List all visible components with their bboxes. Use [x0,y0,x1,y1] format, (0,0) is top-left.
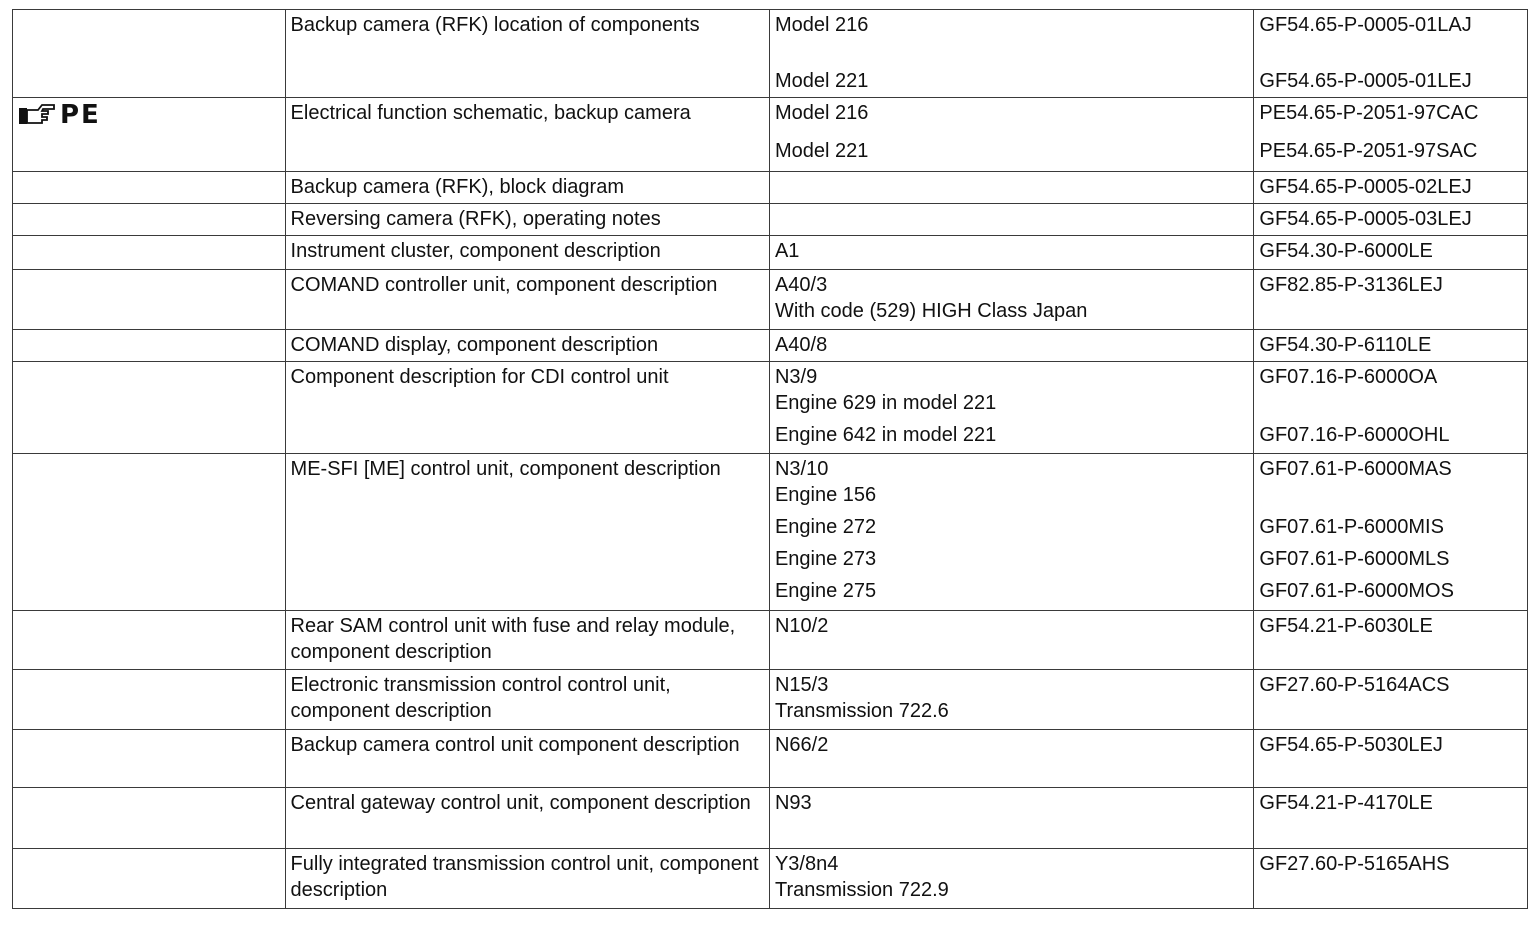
doc-cell [1254,98,1528,172]
model-text: A40/8 [774,334,828,356]
doc-link[interactable]: GF07.61-P-6000MIS [1259,516,1444,538]
table-row [13,788,1528,849]
table-row [13,454,1528,611]
doc-link[interactable]: GF07.16-P-6000OA [1259,366,1438,388]
doc-link[interactable]: GF54.65-P-0005-02LEJ [1259,176,1472,198]
model-text: Engine 275 [774,580,877,602]
marker-cell [13,788,286,849]
doc-cell [1254,330,1528,362]
model-text: N10/2 [774,615,829,637]
title-cell: COMAND display, component description [285,330,769,362]
model-text: Transmission 722.9 [774,879,949,901]
doc-cell [1254,236,1528,270]
doc-cell [1254,204,1528,236]
model-text: Y3/8n4 [774,853,839,875]
model-cell [769,849,1253,909]
title-cell: Backup camera control unit component description [285,730,769,788]
doc-link[interactable]: GF54.30-P-6000LE [1259,240,1433,262]
doc-link[interactable]: PE54.65-P-2051-97SAC [1259,140,1478,162]
title-cell: Instrument cluster, component description [285,236,769,270]
model-text: Engine 273 [774,548,877,570]
model-cell [769,330,1253,362]
doc-link[interactable] [1259,390,1522,416]
title-cell: Electronic transmission control control unit, component description [285,670,769,730]
model-cell [769,454,1253,611]
model-cell [769,362,1253,454]
doc-cell [1254,10,1528,98]
model-text: N93 [774,792,812,814]
model-text: Transmission 722.6 [774,700,949,722]
title-cell: Backup camera (RFK) location of components [285,10,769,98]
doc-cell [1254,670,1528,730]
model-text: N66/2 [774,734,829,756]
title-cell: Rear SAM control unit with fuse and relay module, component description [285,611,769,670]
table-row [13,849,1528,909]
title-cell: Central gateway control unit, component description [285,788,769,849]
doc-link[interactable]: GF27.60-P-5164ACS [1259,674,1450,696]
doc-cell [1254,172,1528,204]
pe-marker-label: PE [60,100,101,130]
doc-cell [1254,730,1528,788]
doc-link[interactable]: GF54.65-P-5030LEJ [1259,734,1443,756]
model-text: Model 221 [774,140,869,162]
model-cell [769,670,1253,730]
title-cell: Component description for CDI control unit [285,362,769,454]
table-row [13,98,1528,172]
marker-cell [13,236,286,270]
marker-cell [13,98,286,172]
table-row [13,270,1528,330]
model-cell [769,270,1253,330]
model-text [775,206,1248,232]
marker-cell [13,454,286,611]
doc-link[interactable]: GF54.21-P-4170LE [1259,792,1433,814]
marker-cell [13,10,286,98]
marker-cell [13,172,286,204]
marker-cell [13,330,286,362]
marker-cell [13,670,286,730]
doc-link[interactable]: GF54.65-P-0005-01LEJ [1259,70,1472,92]
doc-link[interactable]: GF54.30-P-6110LE [1259,334,1432,356]
model-cell [769,788,1253,849]
model-cell [769,611,1253,670]
title-cell: Electrical function schematic, backup camera [285,98,769,172]
model-text: Engine 272 [774,516,877,538]
marker-cell [13,204,286,236]
marker-cell [13,849,286,909]
table-row [13,172,1528,204]
doc-link[interactable] [1259,482,1522,508]
marker-cell [13,362,286,454]
doc-cell [1254,788,1528,849]
doc-link[interactable]: GF07.61-P-6000MAS [1259,458,1452,480]
marker-cell [13,730,286,788]
doc-link[interactable]: GF54.21-P-6030LE [1259,615,1433,637]
pe-marker[interactable] [18,102,101,128]
model-text: Engine 629 in model 221 [774,392,997,414]
title-cell: Fully integrated transmission control unit, component description [285,849,769,909]
model-text: With code (529) HIGH Class Japan [774,300,1088,322]
title-cell: COMAND controller unit, component description [285,270,769,330]
model-text [775,174,1248,200]
table-row [13,670,1528,730]
doc-link[interactable]: PE54.65-P-2051-97CAC [1259,102,1479,124]
model-text: A40/3 [774,274,828,296]
model-cell [769,10,1253,98]
model-text: Engine 156 [774,484,877,506]
marker-cell [13,611,286,670]
table-row [13,330,1528,362]
title-cell: Reversing camera (RFK), operating notes [285,204,769,236]
model-text: Model 221 [774,70,869,92]
title-cell: Backup camera (RFK), block diagram [285,172,769,204]
doc-link[interactable]: GF07.61-P-6000MLS [1259,548,1450,570]
model-text: Engine 642 in model 221 [774,424,997,446]
model-cell [769,172,1253,204]
table-row [13,730,1528,788]
doc-cell [1254,454,1528,611]
doc-link[interactable]: GF82.85-P-3136LEJ [1259,274,1443,296]
table-row [13,236,1528,270]
model-cell [769,730,1253,788]
model-cell [769,204,1253,236]
table-row [13,362,1528,454]
model-text: N3/9 [774,366,818,388]
table-row [13,10,1528,98]
doc-link[interactable]: GF27.60-P-5165AHS [1259,853,1450,875]
doc-cell [1254,270,1528,330]
model-cell [769,236,1253,270]
doc-cell [1254,362,1528,454]
model-text: A1 [774,240,800,262]
model-text: N15/3 [774,674,829,696]
pointing-hand-icon [18,102,56,128]
title-cell: ME-SFI [ME] control unit, component description [285,454,769,611]
doc-link[interactable]: GF07.16-P-6000OHL [1259,424,1450,446]
doc-link[interactable]: GF54.65-P-0005-01LAJ [1259,14,1472,36]
doc-link[interactable]: GF54.65-P-0005-03LEJ [1259,208,1472,230]
doc-cell [1254,849,1528,909]
table-row [13,204,1528,236]
model-text: N3/10 [774,458,829,480]
doc-cell [1254,611,1528,670]
reference-table [12,9,1528,909]
model-cell [769,98,1253,172]
marker-cell [13,270,286,330]
table-row [13,611,1528,670]
doc-link[interactable]: GF07.61-P-6000MOS [1259,580,1454,602]
model-text: Model 216 [774,14,869,36]
model-text: Model 216 [774,102,869,124]
